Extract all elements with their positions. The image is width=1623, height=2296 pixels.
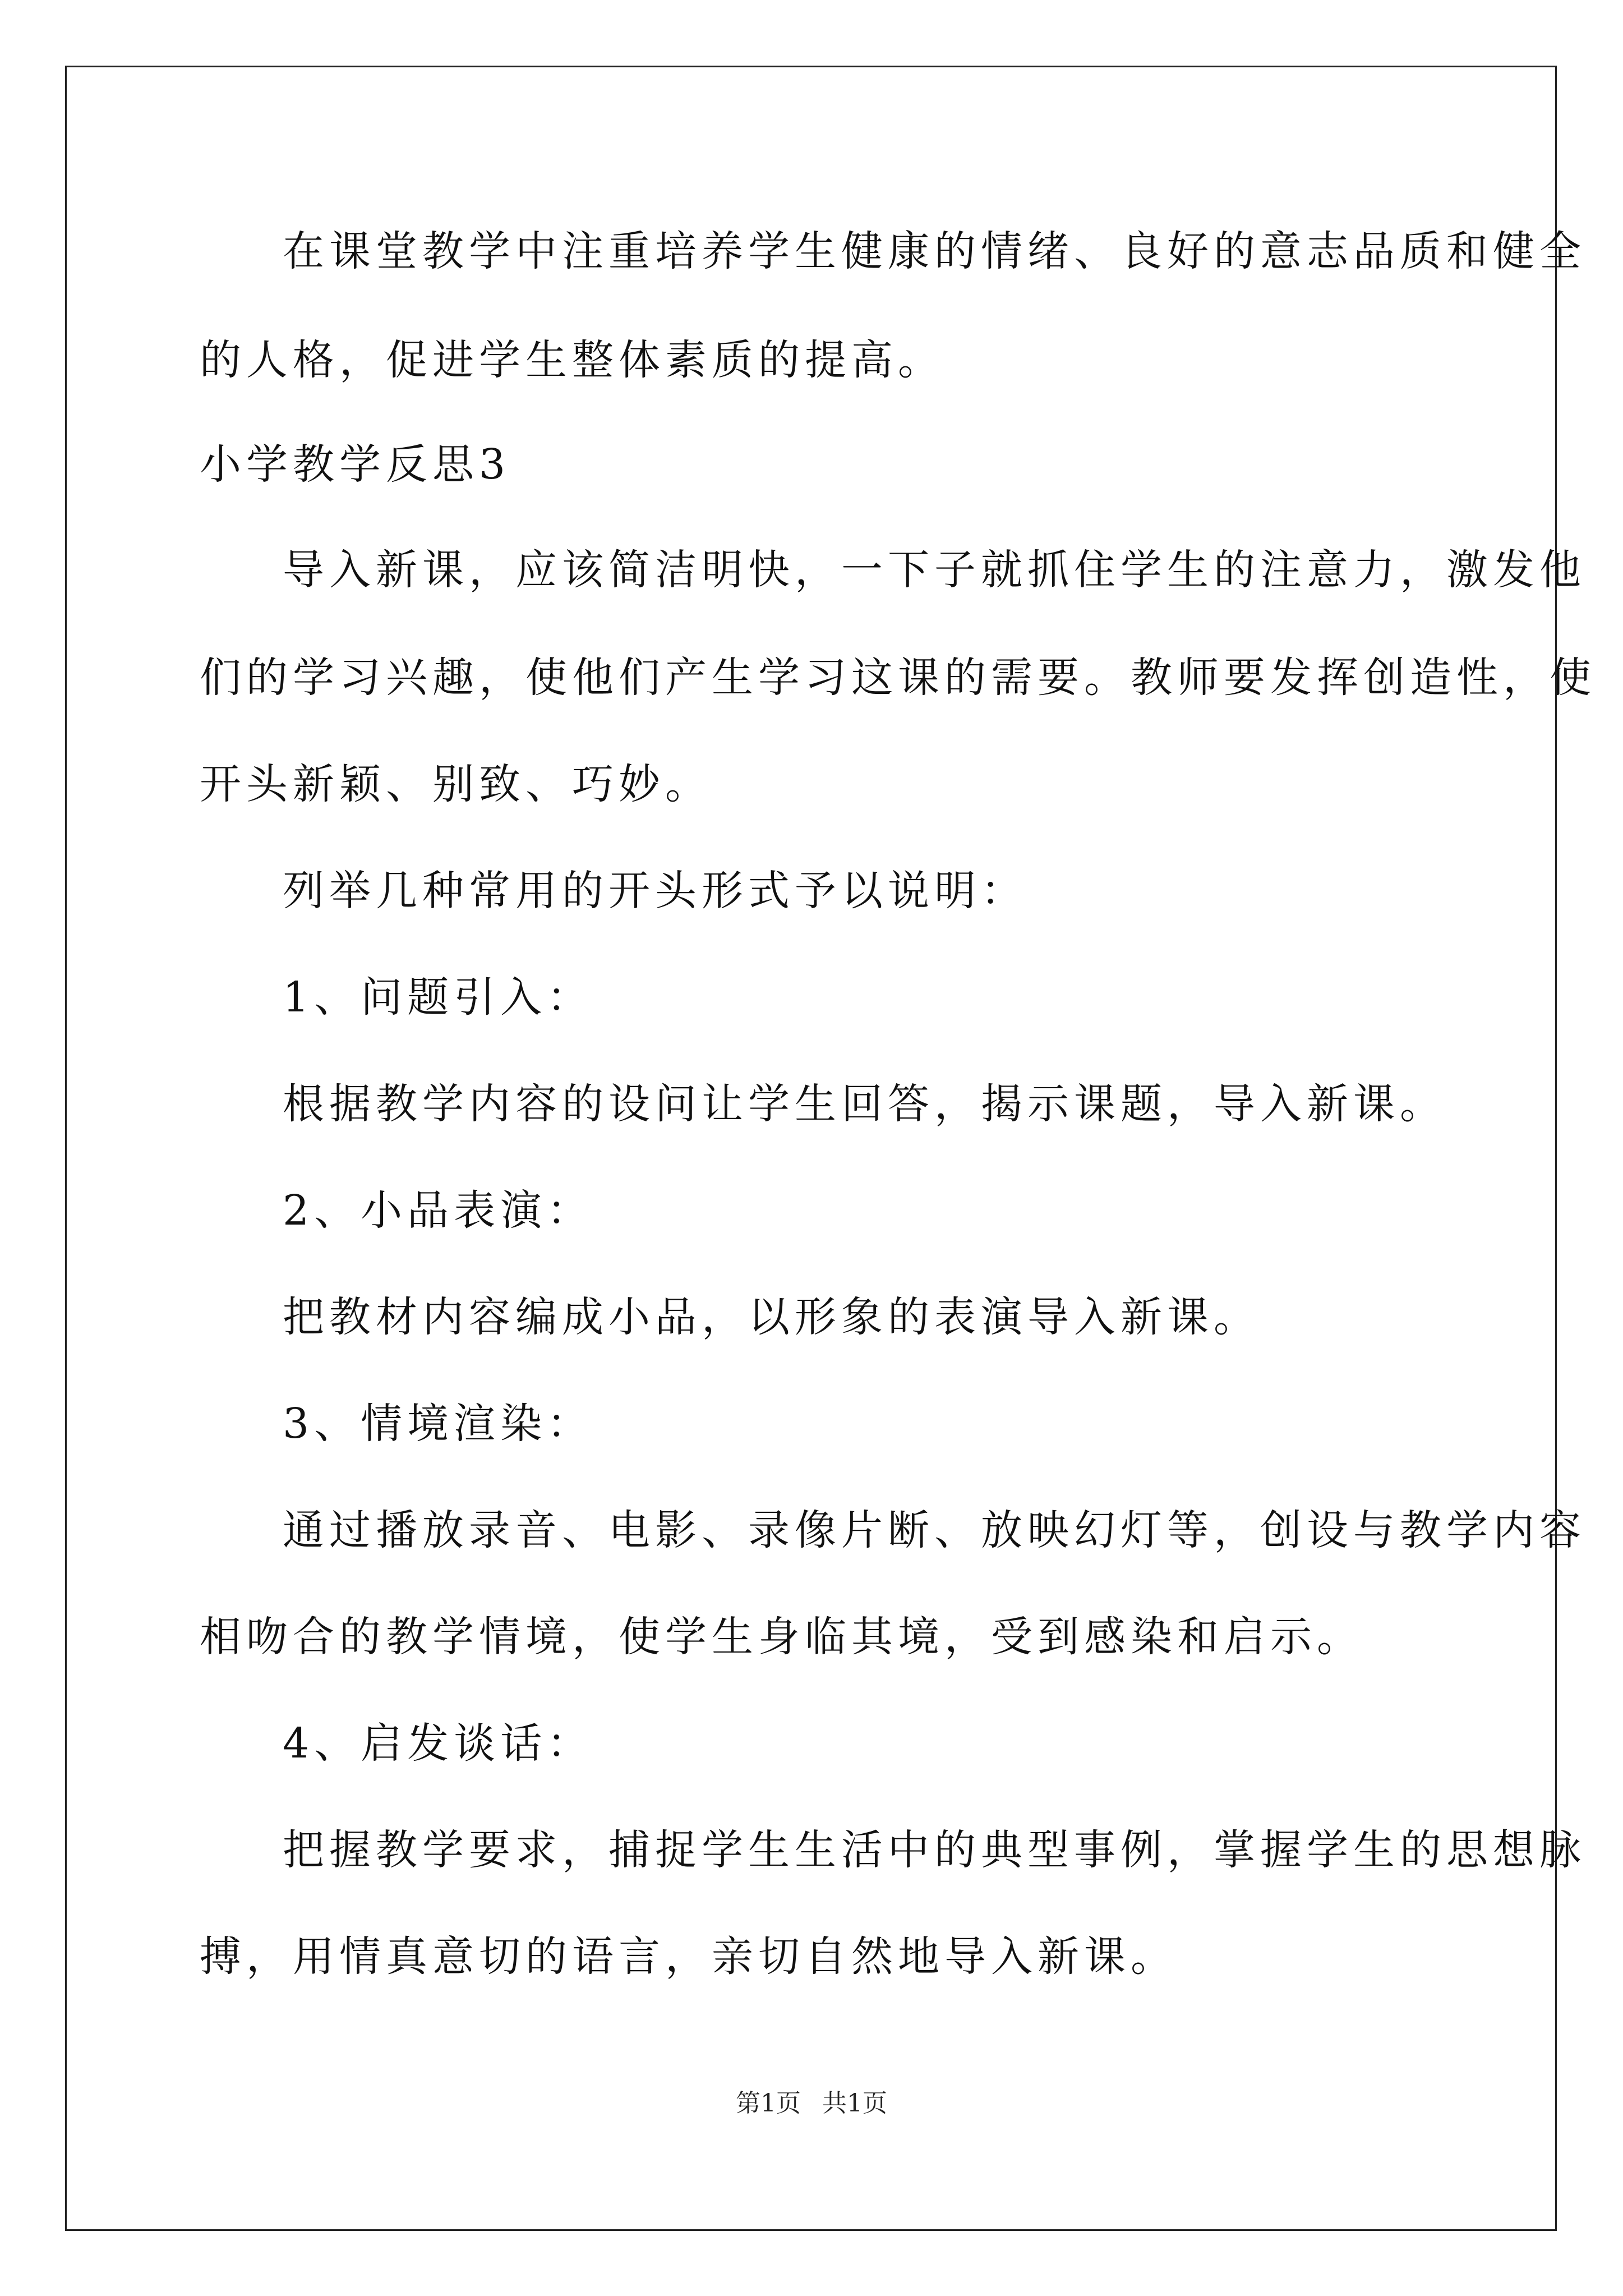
paragraph-line: 开头新颖、别致、巧妙。 [200, 760, 712, 808]
list-item-heading: 2、小品表演： [283, 1186, 594, 1235]
paragraph-line: 通过播放录音、电影、录像片断、放映幻灯等，创设与教学内容 [283, 1506, 1586, 1554]
list-item-heading: 1、问题引入： [283, 973, 594, 1022]
page-footer [0, 2087, 1623, 2120]
paragraph-line: 把握教学要求，捕捉学生生活中的典型事例，掌握学生的思想脉 [283, 1826, 1586, 1874]
list-item-heading: 3、情境渲染： [283, 1400, 594, 1448]
paragraph-line: 的人格，促进学生整体素质的提高。 [200, 336, 944, 384]
paragraph-line: 相吻合的教学情境，使学生身临其境，受到感染和启示。 [200, 1613, 1363, 1661]
paragraph-line: 列举几种常用的开头形式予以说明： [283, 867, 1027, 915]
page-border [65, 66, 1557, 2231]
section-heading: 小学教学反思3 [200, 440, 511, 489]
paragraph-line: 们的学习兴趣，使他们产生学习这课的需要。教师要发挥创造性，使 [200, 654, 1596, 702]
paragraph-line: 把教材内容编成小品，以形象的表演导入新课。 [283, 1293, 1260, 1341]
paragraph-line: 在课堂教学中注重培养学生健康的情绪、良好的意志品质和健全 [283, 227, 1586, 275]
page-number-current: 第1页 [736, 2089, 801, 2118]
paragraph-line: 根据教学内容的设问让学生回答，揭示课题，导入新课。 [283, 1080, 1446, 1128]
paragraph-line: 搏，用情真意切的语言，亲切自然地导入新课。 [200, 1932, 1177, 1981]
list-item-heading: 4、启发谈话： [283, 1719, 594, 1768]
page-number-total: 共1页 [822, 2089, 887, 2118]
paragraph-line: 导入新课，应该简洁明快，一下子就抓住学生的注意力，激发他 [283, 546, 1586, 594]
